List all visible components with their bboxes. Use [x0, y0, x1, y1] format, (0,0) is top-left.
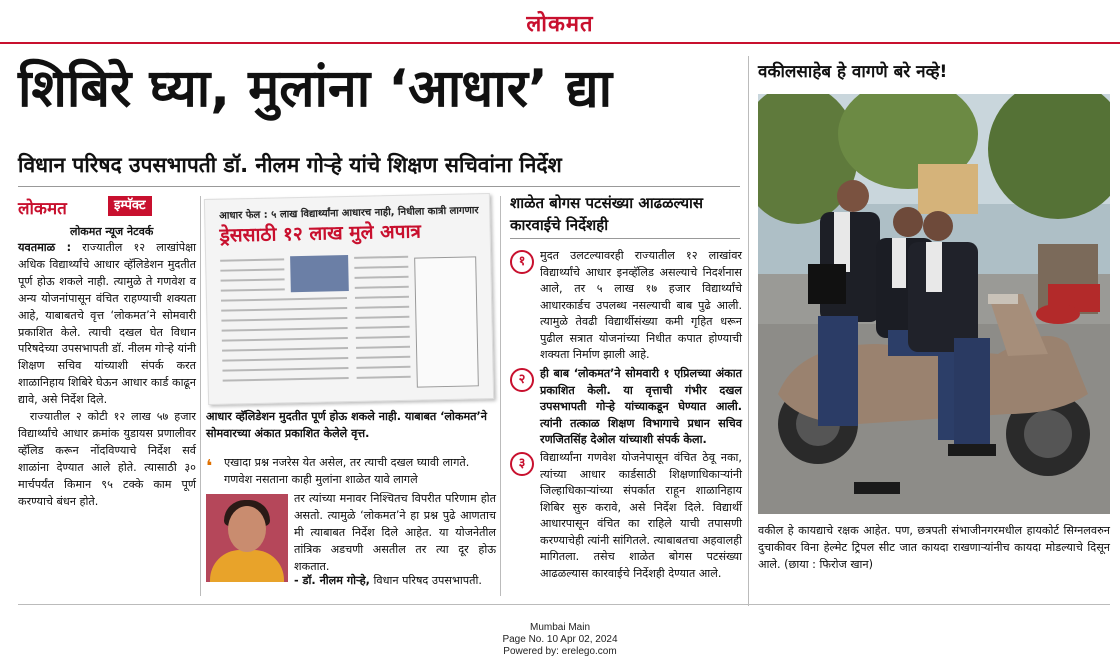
quote-icon: ❛	[206, 456, 213, 477]
point-text: ही बाब ‘लोकमत’ने सोमवारी १ एप्रिलच्या अंकात प्रकाशित केली. या वृत्ताची गंभीर दखल उपसभापती गोऱ्हे यांच्याकडून घेण्यात आली. त्यांनी तत्काळ शिक्षण विभागाचे प्रधान सचिव रणजितसिंह देओल यांच्याशी संपर्क केला.	[540, 367, 742, 446]
left-article-text-2: राज्यातील २ कोटी १२ लाख ५७ हजार विद्यार्थ्यांचे आधार क्रमांक युडायस प्रणालीवर व्हॅलिड करून नोंदविण्याचे निर्देश सर्व शाळांना देण्यात आले होते. त्यासाठी ३० मार्चपर्यंत किमान ९५ टक्के काम पूर्ण करण्याचे बंधन होते.	[18, 410, 196, 508]
clipping-text-line	[221, 288, 285, 291]
clipping-headline: ड्रेससाठी १२ लाख मुले अपात्र	[219, 220, 422, 247]
clipping-text-line	[222, 357, 348, 362]
attribution-name: - डॉ. नीलम गोऱ्हे,	[294, 574, 370, 587]
clipping-text-line	[356, 346, 410, 349]
clipping-text-line	[222, 327, 348, 332]
news-photo	[758, 94, 1110, 514]
clipping-table	[414, 256, 479, 387]
dateline-place: यवतमाळ :	[18, 241, 72, 254]
divider	[18, 604, 1110, 605]
byline: लोकमत न्यूज नेटवर्क	[70, 225, 154, 238]
point-text: विद्यार्थ्यांना गणवेश योजनेपासून वंचित ठेवू नका, त्यांच्या आधार कार्डसाठी शिक्षणाधिकाऱ्यांनी जिल्हाधिकाऱ्यांच्या संपर्कात राहून शाळानिहाय शिबिर सुरु करावे, असे निर्देश दिले. विद्यार्थी आधारपासून वंचित का राहिले याची तपासणी करण्याचेही त्यांनी सांगितले. त्याबाबतचा अहवालही मागितला. तसेच शाळेत बोगस पटसंख्या आढळल्यास कारवाईचे निर्देशही देण्यात आले.	[540, 451, 742, 580]
point-number: ३	[510, 452, 534, 476]
clipping-text-line	[354, 256, 408, 259]
clipping-text-line	[356, 356, 410, 359]
side-article-heading: शाळेत बोगस पटसंख्या आढळल्यास कारवाईचे निर्देशही	[510, 194, 704, 234]
clipping-text-line	[222, 367, 348, 372]
clipping-text-line	[222, 347, 348, 352]
left-article-para-1	[18, 240, 196, 409]
point-number: १	[510, 250, 534, 274]
clipping-kicker: आधार फेल : ५ लाख विद्यार्थ्यांना आधारच नाही, निधीला कात्री लागणार	[219, 205, 479, 222]
quote-text-2: तर त्यांच्या मनावर निश्चितच विपरीत परिणाम होत असतो. त्यामुळे ‘लोकमत’ने हा प्रश्न पुढे आणताच मी त्याबाबत निर्देश दिले आहेत. या योजनेतील तांत्रिक अडचणी असतील तर त्या दूर होऊ शकतात.	[294, 492, 496, 573]
column-divider	[748, 56, 749, 606]
sub-headline: विधान परिषद उपसभापती डॉ. नीलम गोऱ्हे यांचे शिक्षण सचिवांना निर्देश	[18, 153, 562, 177]
clipping-text-line	[354, 266, 408, 269]
attribution-role: विधान परिषद उपसभापती.	[369, 574, 482, 587]
left-article-para-2	[18, 409, 196, 510]
footer-page: Page No. 10 Apr 02, 2024	[502, 634, 618, 645]
photo-feature-title: वकीलसाहेब हे वागणे बरे नव्हे!	[758, 62, 948, 82]
quote-box	[206, 454, 496, 594]
clipping-text-line	[356, 326, 410, 329]
clipping-text-line	[220, 268, 284, 271]
side-point-3	[510, 450, 742, 582]
clipping-text-line	[221, 317, 347, 322]
column-divider	[200, 196, 201, 596]
main-headline: शिबिरे घ्या, मुलांना ‘आधार’ द्या	[18, 59, 613, 119]
impact-brand: लोकमत	[18, 199, 67, 219]
divider	[510, 238, 740, 239]
clipping-text-line	[355, 296, 409, 299]
column-divider	[500, 196, 501, 596]
clipping-text-line	[223, 377, 349, 382]
newspaper-logo: लोकमत	[526, 11, 594, 37]
newspaper-clipping	[204, 193, 494, 405]
left-article-text-1: राज्यातील १२ लाखांपेक्षा अधिक विद्यार्थ्यांचे आधार व्हॅलिडेशन मुदतीत पूर्ण होऊ शकले नाही. त्यामुळे ते गणवेश व अन्य योजनांपासून वंचित राहण्याची शक्यता आहे, याबाबतचे वृत्त ‘लोकमत’ने सोमवारी प्रकाशित केले. त्याची दखल घेत विधान परिषदेच्या उपसभापती डॉ. नीलम गोऱ्हे यांनी शिक्षण सचिव यांच्याशी संपर्क करत शाळानिहाय शिबिरे घेऊन आधार कार्ड काढून द्यावे, असे निर्देश दिले.	[18, 241, 197, 407]
quote-text-1: एखादा प्रश्न नजरेस येत असेल, तर त्याची दखल घ्यावी लागते. गणवेश नसताना काही मुलांना शाळेत यावे लागले	[224, 456, 470, 486]
photo-illustration	[758, 94, 1110, 514]
impact-tag: इम्पॅक्ट	[108, 196, 152, 216]
portrait-photo	[206, 494, 288, 582]
point-text: मुदत उलटल्यावरही राज्यातील १२ लाखांवर विद्यार्थ्यांचे आधार इनव्हॅलिड असल्याचे निदर्शनास आले, तर ५ लाख १७ हजार विद्यार्थ्यांचे आधारकार्डच उपलब्ध नसल्याची बाब पुढे आली. त्यामुळे तेवढी विद्यार्थीसंख्या कमी गृहित धरून पुढील सत्रात योजनांच्या निधीत कपात होण्याची शक्यता निर्माण झाली आहे.	[540, 249, 742, 361]
clipping-text-line	[222, 337, 348, 342]
clipping-text-line	[221, 307, 347, 312]
photo-caption: वकील हे कायद्याचे रक्षक आहेत. पण, छत्रपती संभाजीनगरमधील हायकोर्ट सिग्नलवरुन दुचाकीवर विना हेल्मेट ट्रिपल सीट जात कायदा राखणाऱ्यांनीच कायदा मोडल्याचे दिसून आले. (छाया : फिरोज खान)	[758, 524, 1110, 571]
clipping-text-line	[356, 336, 410, 339]
clipping-text-line	[220, 258, 284, 261]
quote-attribution	[294, 572, 504, 589]
point-number: २	[510, 368, 534, 392]
footer-powered[interactable]: Powered by: erelego.com	[503, 646, 617, 657]
clipping-text-line	[355, 286, 409, 289]
side-point-2	[510, 366, 742, 449]
clipping-text-line	[355, 316, 409, 319]
clipping-text-line	[357, 376, 411, 379]
page-footer	[0, 622, 1120, 658]
clipping-text-line	[221, 278, 285, 281]
clipping-text-line	[355, 276, 409, 279]
left-article	[18, 240, 196, 511]
clipping-text-line	[355, 306, 409, 309]
clipping-text-line	[356, 366, 410, 369]
footer-edition: Mumbai Main	[529, 622, 591, 633]
clipping-photo	[290, 255, 349, 292]
impact-badge	[18, 196, 188, 218]
clipping-text-line	[221, 297, 347, 302]
side-point-1	[510, 248, 742, 364]
clipping-caption: आधार व्हॅलिडेशन मुदतीत पूर्ण होऊ शकले नाही. याबाबत ‘लोकमत’ने सोमवारच्या अंकात प्रकाशित केलेले वृत्त.	[206, 410, 488, 440]
divider	[18, 186, 740, 187]
masthead	[0, 0, 1120, 44]
